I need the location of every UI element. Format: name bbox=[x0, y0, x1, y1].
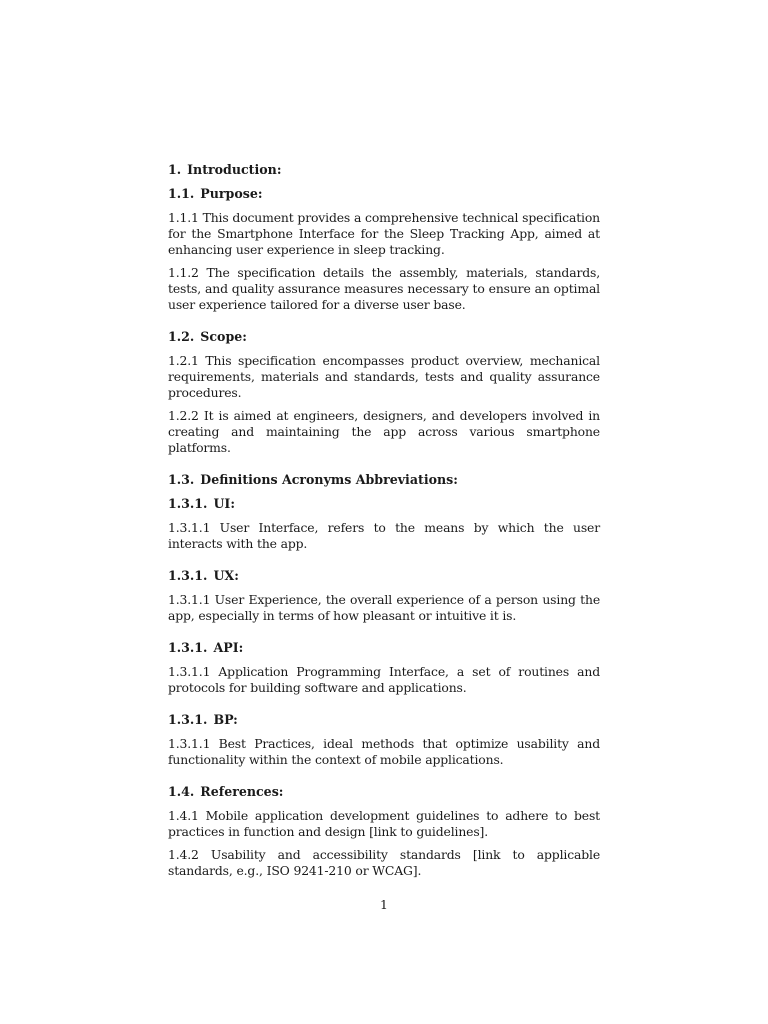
paragraph-reference-1: 1.4.1 Mobile application development guidelines to adhere to best practices in function and design [link to guidelines]. bbox=[168, 808, 600, 839]
subsection-title: Scope: bbox=[200, 329, 247, 344]
definition-heading-ui bbox=[168, 496, 600, 512]
definition-number: 1.3.1. bbox=[168, 712, 208, 727]
definition-term: API: bbox=[213, 640, 244, 655]
definition-heading-ux bbox=[168, 568, 600, 584]
paragraph-scope-1: 1.2.1 This specification encompasses product overview, mechanical requirements, materials and standards, tests and quality assurance procedures. bbox=[168, 353, 600, 400]
section-heading-introduction bbox=[168, 162, 600, 178]
subsection-number: 1.2. bbox=[168, 329, 195, 344]
subsection-number: 1.4. bbox=[168, 784, 195, 799]
definition-text-bp: 1.3.1.1 Best Practices, ideal methods that optimize usability and functionality within the context of mobile applications. bbox=[168, 736, 600, 767]
definition-number: 1.3.1. bbox=[168, 496, 208, 511]
section-title: Introduction: bbox=[187, 162, 282, 177]
definition-term: UI: bbox=[213, 496, 235, 511]
definition-text-ui: 1.3.1.1 User Interface, refers to the means by which the user interacts with the app. bbox=[168, 520, 600, 551]
subsection-heading-purpose bbox=[168, 186, 600, 202]
subsection-heading-scope bbox=[168, 329, 600, 345]
paragraph-scope-2: 1.2.2 It is aimed at engineers, designers, and developers involved in creating and maintaining the app across various smartphone platforms. bbox=[168, 408, 600, 455]
definition-number: 1.3.1. bbox=[168, 568, 208, 583]
page-number: 1 bbox=[380, 897, 388, 912]
document-body bbox=[168, 162, 600, 886]
subsection-heading-definitions bbox=[168, 472, 600, 488]
subsection-title: References: bbox=[200, 784, 284, 799]
subsection-title: Purpose: bbox=[200, 186, 263, 201]
paragraph-reference-2: 1.4.2 Usability and accessibility standards [link to applicable standards, e.g., ISO 9241-210 or WCAG]. bbox=[168, 847, 600, 878]
definition-term: BP: bbox=[213, 712, 238, 727]
definition-text-ux: 1.3.1.1 User Experience, the overall experience of a person using the app, especially in terms of how pleasant or intuitive it is. bbox=[168, 592, 600, 623]
definition-heading-api bbox=[168, 640, 600, 656]
definition-term: UX: bbox=[213, 568, 239, 583]
subsection-title: Definitions Acronyms Abbreviations: bbox=[200, 472, 458, 487]
paragraph-purpose-2: 1.1.2 The specification details the assembly, materials, standards, tests, and quality assurance measures necessary to ensure an optimal user experience tailored for a diverse user base. bbox=[168, 265, 600, 312]
section-number: 1. bbox=[168, 162, 182, 177]
definition-heading-bp bbox=[168, 712, 600, 728]
paragraph-purpose-1: 1.1.1 This document provides a comprehensive technical specification for the Smartphone Interface for the Sleep Tracking App, aimed at enhancing user experience in sleep tracking. bbox=[168, 210, 600, 257]
definition-number: 1.3.1. bbox=[168, 640, 208, 655]
subsection-number: 1.3. bbox=[168, 472, 195, 487]
subsection-heading-references bbox=[168, 784, 600, 800]
definition-text-api: 1.3.1.1 Application Programming Interface, a set of routines and protocols for building software and applications. bbox=[168, 664, 600, 695]
subsection-number: 1.1. bbox=[168, 186, 195, 201]
